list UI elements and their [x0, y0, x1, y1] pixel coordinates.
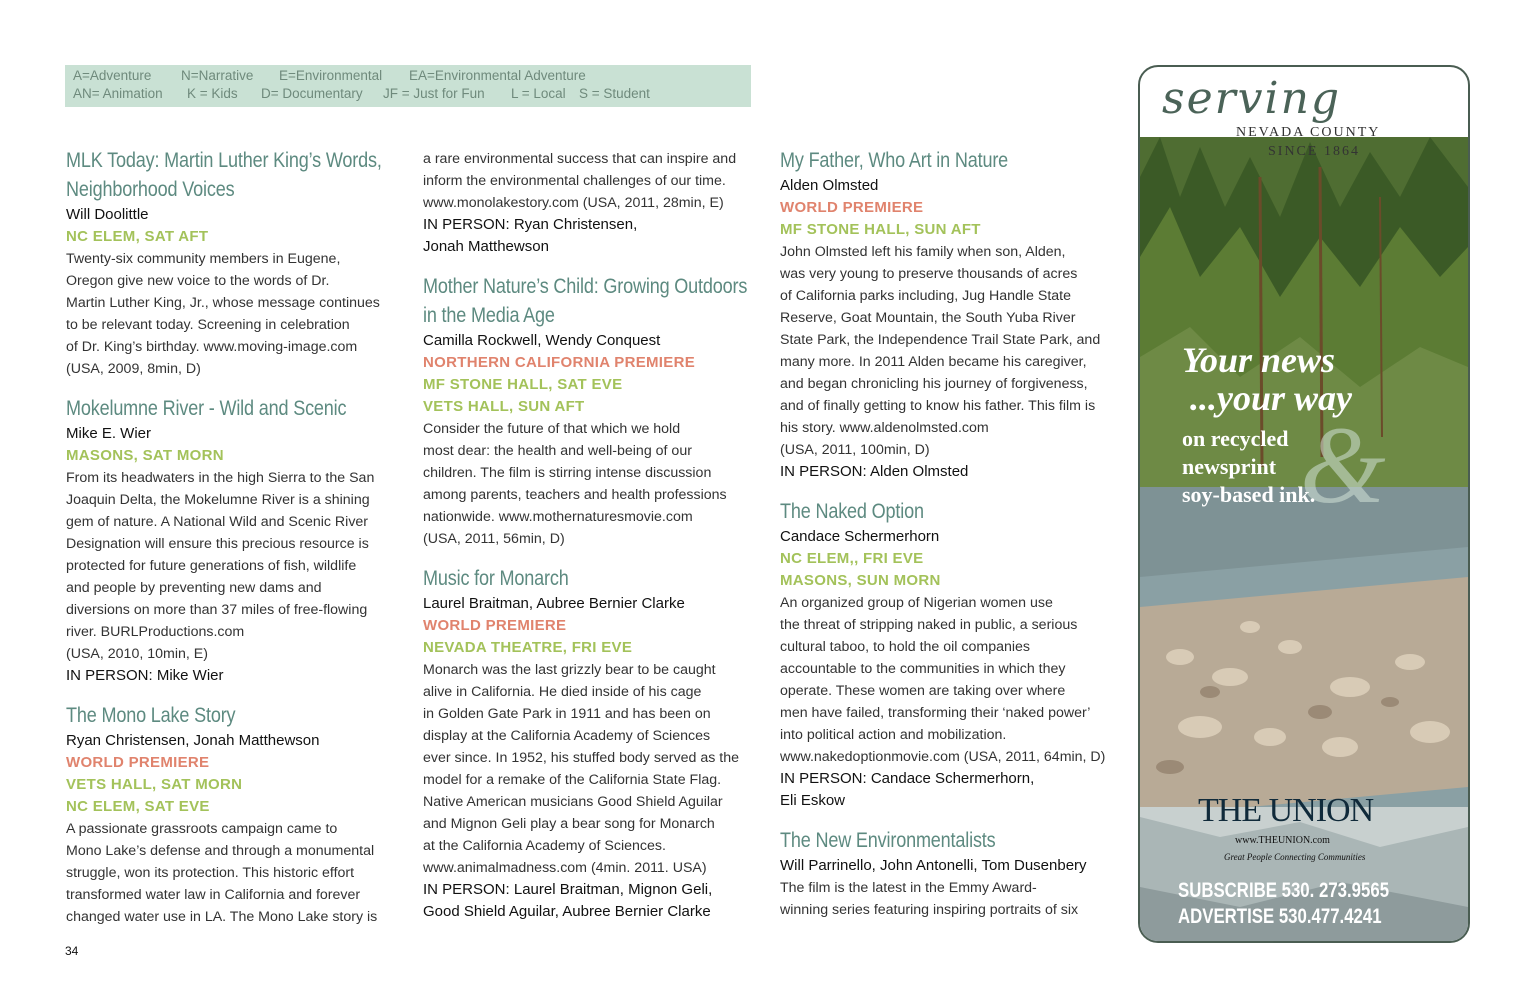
ad-serving-script: serving — [1162, 73, 1342, 124]
film-description-line: Monarch was the last grizzly bear to be caught — [423, 662, 716, 678]
film-description-line: and of finally getting to know his father. This film is — [780, 398, 1096, 414]
film-entry — [780, 812, 1120, 921]
film-entry — [66, 380, 401, 687]
column-3 — [780, 146, 1120, 921]
in-person-guests: Jonah Matthewson — [423, 238, 549, 255]
film-title: The Naked Option — [780, 500, 924, 523]
film-director: Laurel Braitman, Aubree Bernier Clarke — [423, 595, 685, 612]
film-description-line: and began chronicling his journey of forgiveness, — [780, 376, 1088, 392]
screening-venue: MASONS, SAT MORN — [66, 447, 224, 464]
film-title: Mother Nature’s Child: Growing Outdoors — [423, 275, 748, 298]
film-description-line: inform the environmental challenges of our time. — [423, 173, 726, 189]
screening-venue: NEVADA THEATRE, FRI EVE — [423, 639, 633, 656]
film-director: Will Parrinello, John Antonelli, Tom Dusenbery — [780, 857, 1087, 874]
ad-subline-3: soy-based ink. — [1182, 482, 1316, 507]
entry-spacer — [66, 380, 401, 394]
premiere-badge: NORTHERN CALIFORNIA PREMIERE — [423, 354, 696, 371]
film-description-line: the threat of stripping naked in public, a serious — [780, 617, 1078, 633]
category-legend — [65, 65, 751, 107]
film-description-line: at the California Academy of Sciences. — [423, 838, 666, 854]
entry-spacer — [66, 687, 401, 701]
film-description-line: accountable to the communities in which they — [780, 661, 1066, 677]
entry-spacer — [423, 258, 758, 272]
ad-url[interactable]: www.THEUNION.com — [1235, 835, 1330, 846]
in-person-guests: IN PERSON: Alden Olmsted — [780, 463, 969, 480]
film-description-line: and Mignon Geli play a bear song for Monarch — [423, 816, 715, 832]
screening-venue: NC ELEM,, FRI EVE — [780, 550, 924, 567]
film-description-line: State Park, the Independence Trail State Park, and — [780, 332, 1101, 348]
film-title: Music for Monarch — [423, 567, 569, 590]
the-union-advertisement[interactable] — [1138, 65, 1470, 943]
ad-advertise-phone: ADVERTISE 530.477.4241 — [1178, 905, 1382, 928]
film-description-line: in Golden Gate Park in 1911 and has been on — [423, 706, 711, 722]
film-director: Candace Schermerhorn — [780, 528, 940, 545]
film-entry — [780, 146, 1120, 483]
screening-venue: MASONS, SUN MORN — [780, 572, 941, 589]
film-description-line: most dear: the health and well-being of our — [423, 443, 692, 459]
legend-item: JF = Just for Fun — [383, 86, 485, 101]
ad-tagline: Great People Connecting Communities — [1224, 852, 1366, 862]
legend-item: N=Narrative — [181, 68, 254, 83]
legend-item: EA=Environmental Adventure — [409, 68, 586, 83]
film-description-line: transformed water law in California and forever — [66, 887, 361, 903]
film-entry — [66, 146, 401, 380]
film-description-line: children. The film is stirring intense discussion — [423, 465, 712, 481]
film-description-line: of California parks including, Jug Handle State — [780, 288, 1072, 304]
ad-ampersand: & — [1300, 404, 1386, 526]
film-description-line: river. BURLProductions.com — [66, 624, 245, 640]
in-person-guests: Eli Eskow — [780, 792, 846, 809]
film-description-line: (USA, 2011, 56min, D) — [423, 531, 565, 547]
film-description-line: to be relevant today. Screening in celebration — [66, 317, 350, 333]
in-person-guests: IN PERSON: Ryan Christensen, — [423, 216, 638, 233]
film-description-line: www.monolakestory.com (USA, 2011, 28min, E) — [423, 195, 724, 211]
film-description-line: a rare environmental success that can inspire and — [423, 151, 737, 167]
film-title: MLK Today: Martin Luther King’s Words, — [66, 149, 382, 172]
film-description-line: protected for future generations of fish, wildlife — [66, 558, 357, 574]
the-union-logo: THE UNION — [1198, 792, 1374, 829]
film-description-line: his story. www.aldenolmsted.com — [780, 420, 989, 436]
ad-headline-2: ...your way — [1190, 378, 1352, 418]
screening-venue: MF STONE HALL, SUN AFT — [780, 221, 981, 238]
film-description-line: among parents, teachers and health professions — [423, 487, 727, 503]
screening-venue: NC ELEM, SAT AFT — [66, 228, 209, 245]
screening-venue: VETS HALL, SUN AFT — [423, 398, 585, 415]
screening-venue: VETS HALL, SAT MORN — [66, 776, 243, 793]
film-description-line: nationwide. www.mothernaturesmovie.com — [423, 509, 693, 525]
film-entry — [66, 687, 401, 928]
entry-spacer — [780, 483, 1120, 497]
film-description-line: changed water use in LA. The Mono Lake story is — [66, 909, 378, 925]
film-entry — [423, 258, 758, 550]
film-director: Camilla Rockwell, Wendy Conquest — [423, 332, 661, 349]
film-description-line: Reserve, Goat Mountain, the South Yuba River — [780, 310, 1076, 326]
film-title: in the Media Age — [423, 304, 555, 327]
in-person-guests: Good Shield Aguilar, Aubree Bernier Clarke — [423, 903, 711, 920]
film-description-line: of Dr. King’s birthday. www.moving-image.com — [66, 339, 358, 355]
entry-spacer — [423, 550, 758, 564]
film-title: My Father, Who Art in Nature — [780, 149, 1009, 172]
film-description-line: and people by preventing new dams and — [66, 580, 322, 596]
in-person-guests: IN PERSON: Laurel Braitman, Mignon Geli, — [423, 881, 713, 898]
film-director: Mike E. Wier — [66, 425, 152, 442]
column-1 — [66, 146, 401, 928]
legend-item: AN= Animation — [73, 86, 163, 101]
river-image — [1140, 487, 1468, 941]
film-description-line: diversions on more than 37 miles of free-flowing — [66, 602, 368, 618]
film-description-line: From its headwaters in the high Sierra to the San — [66, 470, 375, 486]
film-description-line: (USA, 2011, 100min, D) — [780, 442, 930, 458]
film-description-line: Twenty-six community members in Eugene, — [66, 251, 341, 267]
premiere-badge: WORLD PREMIERE — [780, 199, 924, 216]
film-description-line: An organized group of Nigerian women use — [780, 595, 1053, 611]
ad-county: NEVADA COUNTY — [1236, 125, 1381, 140]
film-title: Mokelumne River - Wild and Scenic — [66, 397, 347, 420]
film-description-line: www.animalmadness.com (4min. 2011. USA) — [423, 860, 707, 876]
screening-venue: MF STONE HALL, SAT EVE — [423, 376, 623, 393]
film-description-line: Mono Lake’s defense and through a monumental — [66, 843, 375, 859]
film-description-line: (USA, 2009, 8min, D) — [66, 361, 201, 377]
film-description-line: operate. These women are taking over where — [780, 683, 1066, 699]
film-description-line: winning series featuring inspiring portraits of six — [780, 902, 1079, 918]
ad-since: SINCE 1864 — [1268, 144, 1360, 159]
film-description-line: www.nakedoptionmovie.com (USA, 2011, 64min, D) — [780, 749, 1106, 765]
film-description-line: Martin Luther King, Jr., whose message continues — [66, 295, 380, 311]
film-title: Neighborhood Voices — [66, 178, 235, 201]
film-description-line: display at the California Academy of Sciences — [423, 728, 711, 744]
film-description-line: struggle, won its protection. This historic effort — [66, 865, 355, 881]
film-entry — [423, 148, 758, 258]
film-description-line: (USA, 2010, 10min, E) — [66, 646, 208, 662]
film-description-line: many more. In 2011 Alden became his caregiver, — [780, 354, 1087, 370]
page-number: 34 — [65, 944, 79, 958]
film-entry — [423, 550, 758, 923]
legend-item: A=Adventure — [73, 68, 152, 83]
ad-subline-1: on recycled — [1182, 426, 1289, 451]
ad-headline-1: Your news — [1182, 340, 1336, 380]
film-description-line: John Olmsted left his family when son, Alden, — [780, 244, 1066, 260]
in-person-guests: IN PERSON: Candace Schermerhorn, — [780, 770, 1035, 787]
in-person-guests: IN PERSON: Mike Wier — [66, 667, 224, 684]
film-description-line: A passionate grassroots campaign came to — [66, 821, 338, 837]
film-description-line: alive in California. He died inside of his cage — [423, 684, 702, 700]
film-description-line: The film is the latest in the Emmy Award- — [780, 880, 1037, 896]
legend-item: L = Local — [511, 86, 566, 101]
film-description-line: men have failed, transforming their ‘naked power’ — [780, 705, 1091, 721]
legend-item: E=Environmental — [279, 68, 383, 83]
ad-subscribe-phone: SUBSCRIBE 530. 273.9565 — [1178, 879, 1390, 902]
film-director: Will Doolittle — [66, 206, 149, 223]
film-description-line: Oregon give new voice to the words of Dr. — [66, 273, 330, 289]
film-director: Alden Olmsted — [780, 177, 879, 194]
film-director: Ryan Christensen, Jonah Matthewson — [66, 732, 320, 749]
column-2 — [423, 148, 758, 923]
film-description-line: into political action and mobilization. — [780, 727, 1007, 743]
film-description-line: Consider the future of that which we hold — [423, 421, 681, 437]
film-title: The New Environmentalists — [780, 829, 996, 852]
film-description-line: Joaquin Delta, the Mokelumne River is a shining — [66, 492, 370, 508]
film-description-line: model for a remake of the California State Flag. — [423, 772, 722, 788]
legend-item: D= Documentary — [261, 86, 363, 101]
legend-item: S = Student — [579, 86, 650, 101]
entry-spacer — [780, 812, 1120, 826]
premiere-badge: WORLD PREMIERE — [66, 754, 210, 771]
ad-subline-2: newsprint — [1182, 454, 1277, 479]
film-description-line: cultural taboo, to hold the oil companies — [780, 639, 1031, 655]
premiere-badge: WORLD PREMIERE — [423, 617, 567, 634]
film-title: The Mono Lake Story — [66, 704, 236, 727]
legend-item: K = Kids — [187, 86, 238, 101]
film-entry — [780, 483, 1120, 812]
film-description-line: ever since. In 1952, his stuffed body served as the — [423, 750, 739, 766]
film-description-line: Native American musicians Good Shield Aguilar — [423, 794, 723, 810]
film-description-line: Designation will ensure this precious resource is — [66, 536, 369, 552]
film-description-line: was very young to preserve thousands of acres — [780, 266, 1078, 282]
film-description-line: gem of nature. A National Wild and Scenic River — [66, 514, 369, 530]
screening-venue: NC ELEM, SAT EVE — [66, 798, 210, 815]
